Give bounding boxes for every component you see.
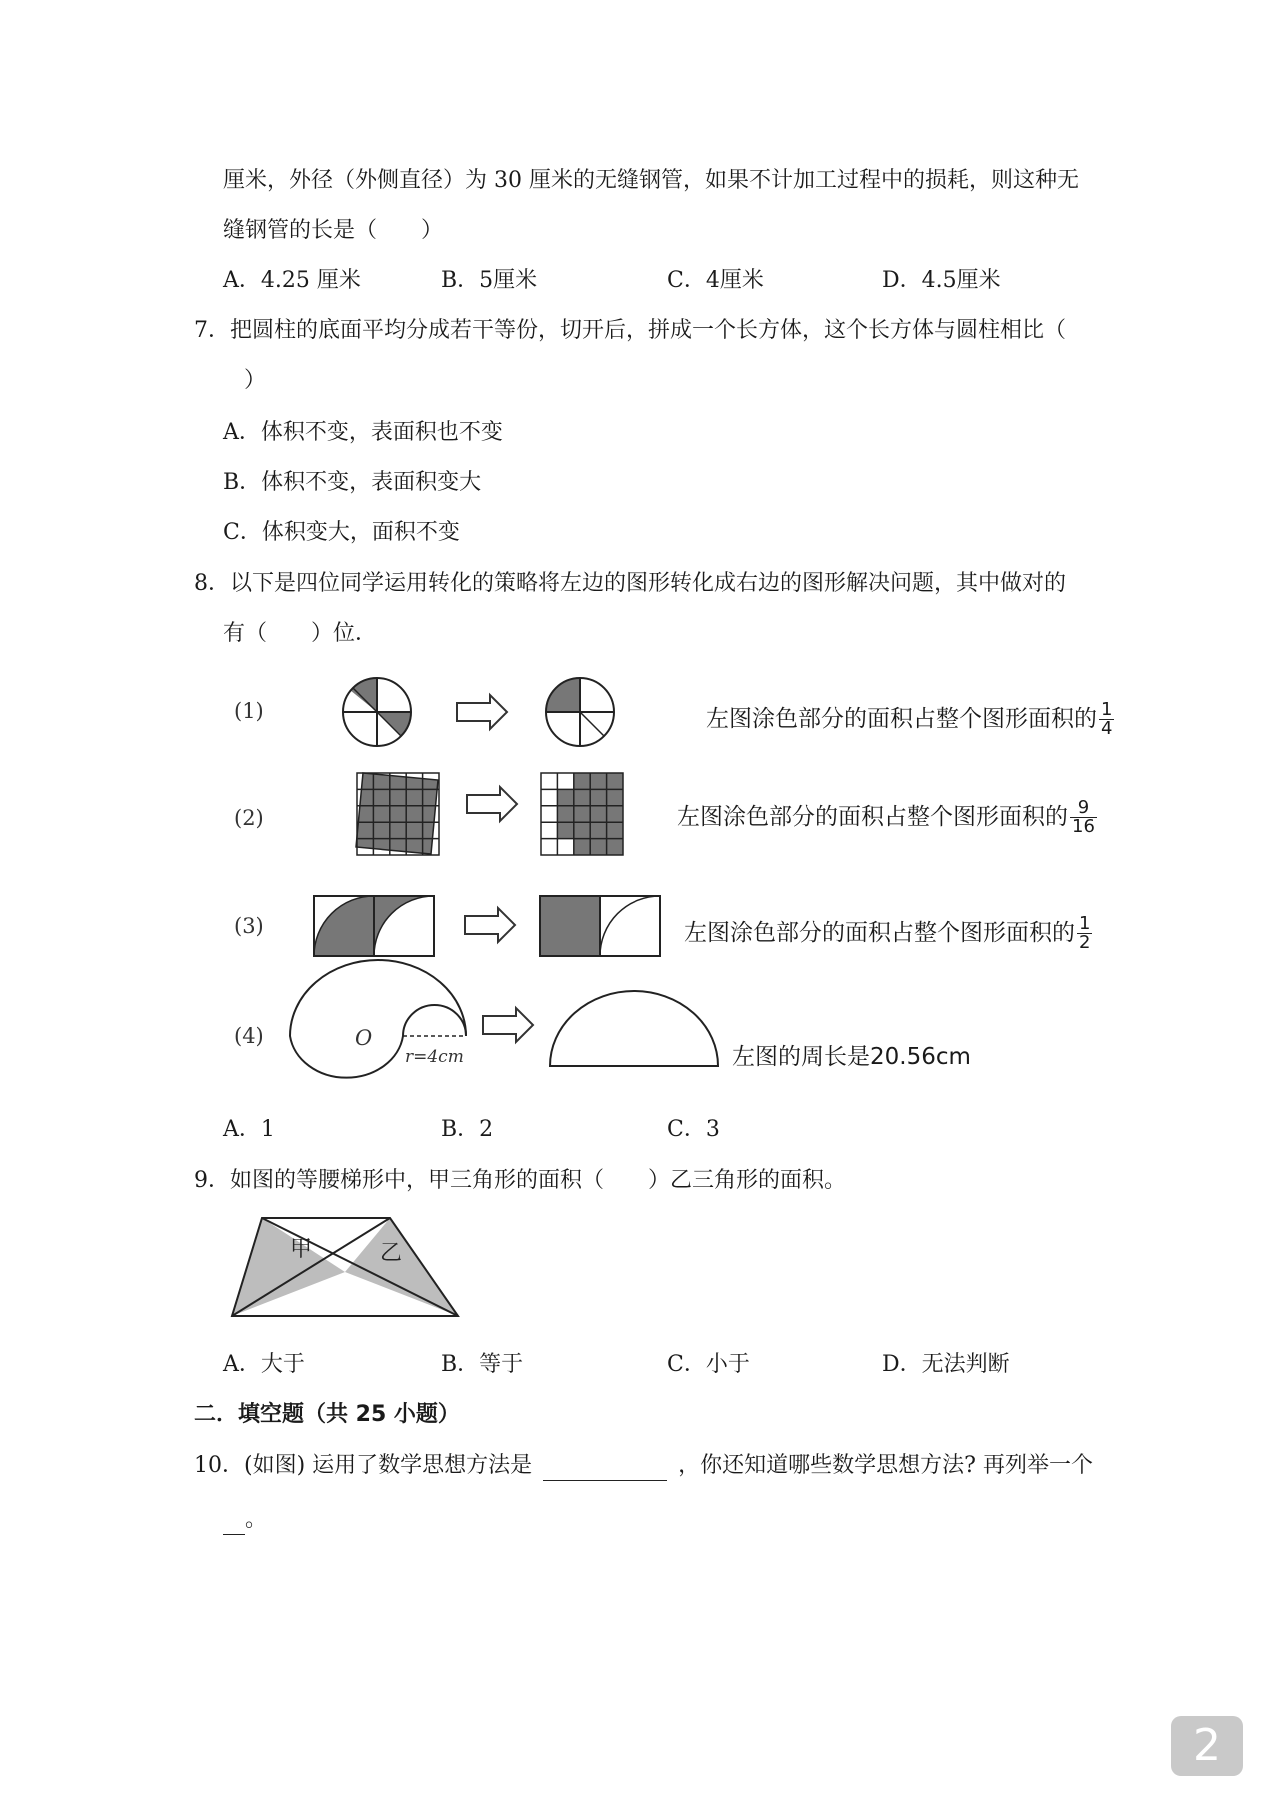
row1-right-circle [546, 678, 614, 746]
row4-right-semicircle [550, 991, 718, 1066]
arrow-right-icon [467, 787, 517, 821]
q8-row-label-2: (2) [234, 806, 264, 830]
q10-line2: 。 [223, 1505, 267, 1535]
q8-option-c: C．3 [667, 1117, 720, 1142]
q8-option-b: B．2 [441, 1117, 494, 1142]
q10-prefix: 10．(如图) 运用了数学思想方法是 [194, 1453, 533, 1478]
q8-line2: 有（ ）位． [223, 621, 378, 646]
row2-left-grid [356, 773, 439, 855]
q9-option-b: B．等于 [441, 1352, 524, 1377]
q9-option-a: A．大于 [223, 1352, 305, 1377]
row1-left-circle [343, 678, 411, 746]
q8-caption-4: 左图的周长是20.56cm [732, 1044, 971, 1070]
arrow-right-icon [457, 695, 507, 729]
q9-trapezoid-figure [220, 1210, 480, 1330]
q6-option-b: B．5厘米 [441, 268, 538, 293]
q6-line2: 缝钢管的长是（ ） [223, 218, 444, 243]
q6-option-a: A．4.25 厘米 [223, 268, 361, 293]
q7-line1: 7．把圆柱的底面平均分成若干等份，切开后，拼成一个长方体，这个长方体与圆柱相比（ [194, 318, 1067, 343]
q6-option-d: D．4.5厘米 [882, 268, 1001, 293]
q6-line1: 厘米，外径（外侧直径）为 30 厘米的无缝钢管，如果不计加工过程中的损耗，则这种无 [223, 168, 1079, 193]
q7-line2: ） [244, 368, 267, 393]
q8-row-label-1: (1) [234, 699, 264, 723]
q7-option-a: A．体积不变，表面积也不变 [223, 420, 503, 445]
q8-row-label-3: (3) [234, 914, 264, 938]
q6-option-c: C．4厘米 [667, 268, 764, 293]
q8-line1: 8．以下是四位同学运用转化的策略将左边的图形转化成右边的图形解决问题，其中做对的 [194, 571, 1067, 596]
row2-right-grid [541, 773, 623, 855]
q7-option-b: B．体积不变，表面积变大 [223, 470, 482, 495]
q10-blank-1[interactable] [543, 1456, 667, 1481]
label-jia: 甲 [290, 1237, 313, 1262]
q7-option-c: C．体积变大，面积不变 [223, 520, 460, 545]
q10-blank-2[interactable] [223, 1510, 245, 1535]
q8-caption-3: 左图涂色部分的面积占整个图形面积的 $\frac{1}{2}$ [684, 913, 1091, 953]
arrow-right-icon [465, 908, 515, 942]
q9-line1: 9．如图的等腰梯形中，甲三角形的面积（ ）乙三角形的面积。 [194, 1168, 846, 1193]
page-number-badge: 2 [1171, 1716, 1243, 1776]
arrow-right-icon [483, 1008, 533, 1042]
q8-caption-2: 左图涂色部分的面积占整个图形面积的 $\frac{9}{16}$ [677, 797, 1095, 837]
o-label: O [355, 1026, 373, 1050]
q8-caption-1: 左图涂色部分的面积占整个图形面积的 $\frac{1}{4}$ [706, 699, 1113, 739]
section-title: 二．填空题（共 25 小题） [194, 1402, 460, 1427]
q8-option-a: A．1 [223, 1117, 275, 1142]
q9-option-c: C．小于 [667, 1352, 750, 1377]
q10-line1 [194, 1451, 1093, 1481]
radius-label: r=4cm [405, 1047, 464, 1067]
q10-suffix: ，你还知道哪些数学思想方法? 再列举一个 [678, 1453, 1093, 1478]
q8-row-label-4: (4) [234, 1024, 264, 1048]
row3-left-rect [314, 896, 434, 956]
label-yi: 乙 [380, 1241, 403, 1266]
row3-right-rect [540, 896, 660, 956]
q9-option-d: D．无法判断 [882, 1352, 1010, 1377]
